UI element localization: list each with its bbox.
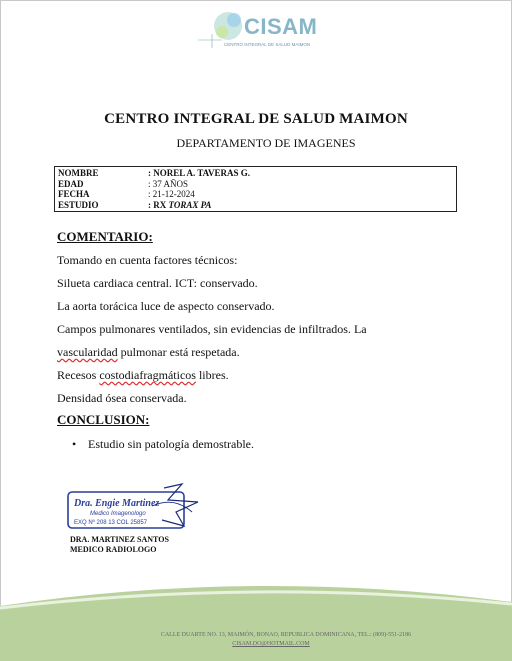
- info-row-nombre: [58, 168, 453, 179]
- comment-line: [57, 345, 240, 360]
- footer-address: CALLE DUARTE NO. 13, MAIMÓN, BONAO, REPUBLICA DOMINICANA, TEL.: (809)-551-2186: [160, 632, 412, 638]
- logo-tagline: CENTRO INTEGRAL DE SALUD MAIMON: [224, 42, 311, 47]
- conclusion-text: Estudio sin patología demostrable.: [88, 437, 254, 451]
- comment-line: Campos pulmonares ventilados, sin evidencias de infiltrados. La: [57, 322, 367, 336]
- info-row-fecha: [58, 189, 453, 200]
- comment-text: Recesos: [57, 368, 100, 382]
- comment-text: pulmonar está respetada.: [117, 345, 240, 359]
- conclusion-heading: CONCLUSION:: [57, 412, 150, 427]
- info-row-estudio: [58, 200, 453, 211]
- department-title: DEPARTAMENTO DE IMAGENES: [176, 136, 356, 150]
- signature-block: [70, 535, 169, 555]
- doctor-stamp: [64, 482, 214, 538]
- patient-info-box: [54, 166, 457, 212]
- stamp-role: Medico Imagenologo: [90, 511, 146, 517]
- info-value: [148, 200, 211, 211]
- stamp-exequatur: EXQ Nº 208 13 COL 25857: [74, 520, 148, 526]
- comment-text: libres.: [195, 368, 229, 382]
- info-value: : 37 AÑOS: [148, 178, 189, 189]
- bullet-icon: •: [72, 437, 77, 451]
- comment-line: Silueta cardiaca central. ICT: conservado.: [57, 276, 258, 290]
- comment-line: [57, 368, 229, 383]
- info-label: FECHA: [58, 189, 90, 199]
- info-value: : 21-12-2024: [148, 189, 195, 199]
- info-label: EDAD: [58, 178, 84, 189]
- comentario-heading: COMENTARIO:: [57, 229, 153, 244]
- conclusion-item: [72, 437, 254, 452]
- spellcheck-word: vascularidad: [57, 345, 118, 359]
- report-title: CENTRO INTEGRAL DE SALUD MAIMON: [104, 111, 408, 127]
- info-label: ESTUDIO: [58, 199, 99, 210]
- info-row-edad: [58, 179, 453, 190]
- logo-wordmark: CISAM: [244, 14, 318, 39]
- study-region: TORAX PA: [168, 199, 212, 210]
- info-label: NOMBRE: [58, 168, 99, 178]
- signature-title: MEDICO RADIOLOGO: [70, 545, 157, 554]
- footer-email[interactable]: CISAM.DO@HOTMAIL.COM: [232, 641, 310, 647]
- footer-wave: [0, 578, 512, 661]
- study-type: : RX: [148, 199, 169, 210]
- signature-name: DRA. MARTINEZ SANTOS: [70, 535, 169, 544]
- comment-line: La aorta torácica luce de aspecto conservado.: [57, 299, 275, 313]
- comment-line: Tomando en cuenta factores técnicos:: [57, 253, 238, 267]
- spellcheck-word: costodiafragmáticos: [99, 368, 196, 382]
- info-value: : NOREL A. TAVERAS G.: [148, 168, 251, 178]
- comment-line: Densidad ósea conservada.: [57, 391, 187, 405]
- stamp-name: Dra. Engie Martinez: [74, 498, 160, 509]
